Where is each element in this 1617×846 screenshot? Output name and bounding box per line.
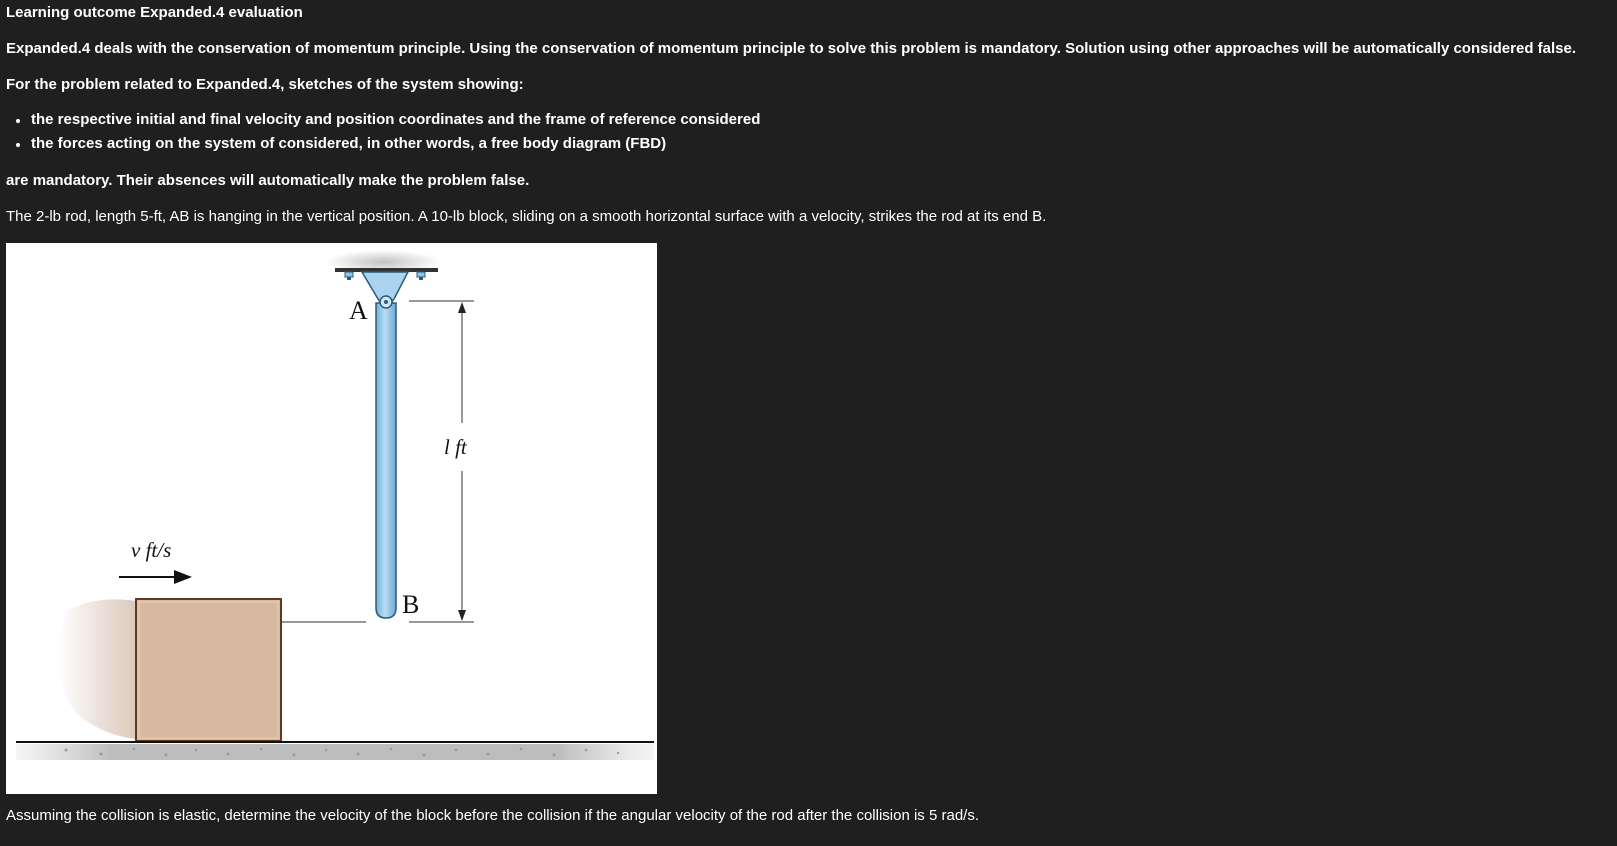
pin-center [384,300,388,304]
problem-figure [6,243,657,794]
bolt-icon [345,272,353,280]
problem-statement: The 2-lb rod, length 5-ft, AB is hanging in the vertical position. A 10-lb block, sliding on a smooth horizontal surface with a velocity, strikes the rod at its end B. [6,208,1047,225]
requirements-list [6,110,760,158]
arrow-up-icon [458,302,466,313]
label-velocity: v ft/s [131,538,172,562]
label-b: B [402,590,420,619]
sliding-block [136,599,281,741]
motion-blur [58,599,136,739]
bolt-icon [417,272,425,280]
rod-block-diagram [6,243,657,794]
sketch-intro: For the problem related to Expanded.4, sketches of the system showing: [6,76,524,93]
question-text: Assuming the collision is elastic, determine the velocity of the block before the collision if the angular velocity of the rod after the collision is 5 rad/s. [6,807,979,824]
page-heading: Learning outcome Expanded.4 evaluation [6,4,303,21]
arrow-right-icon [174,570,192,584]
requirement-item: the forces acting on the system of considered, in other words, a free body diagram (FBD) [6,134,760,158]
arrow-down-icon [458,610,466,621]
label-length: l ft [444,435,467,459]
requirement-item: the respective initial and final velocity and position coordinates and the frame of reference considered [6,110,760,134]
ground-gravel [16,744,654,760]
intro-paragraph: Expanded.4 deals with the conservation of momentum principle. Using the conservation of momentum principle to solve this problem is mandatory. Solution using other approaches will be automatically considered false. [6,40,1577,57]
rod-ab [376,303,396,618]
mandatory-note: are mandatory. Their absences will automatically make the problem false. [6,172,530,189]
label-a: A [349,296,368,325]
